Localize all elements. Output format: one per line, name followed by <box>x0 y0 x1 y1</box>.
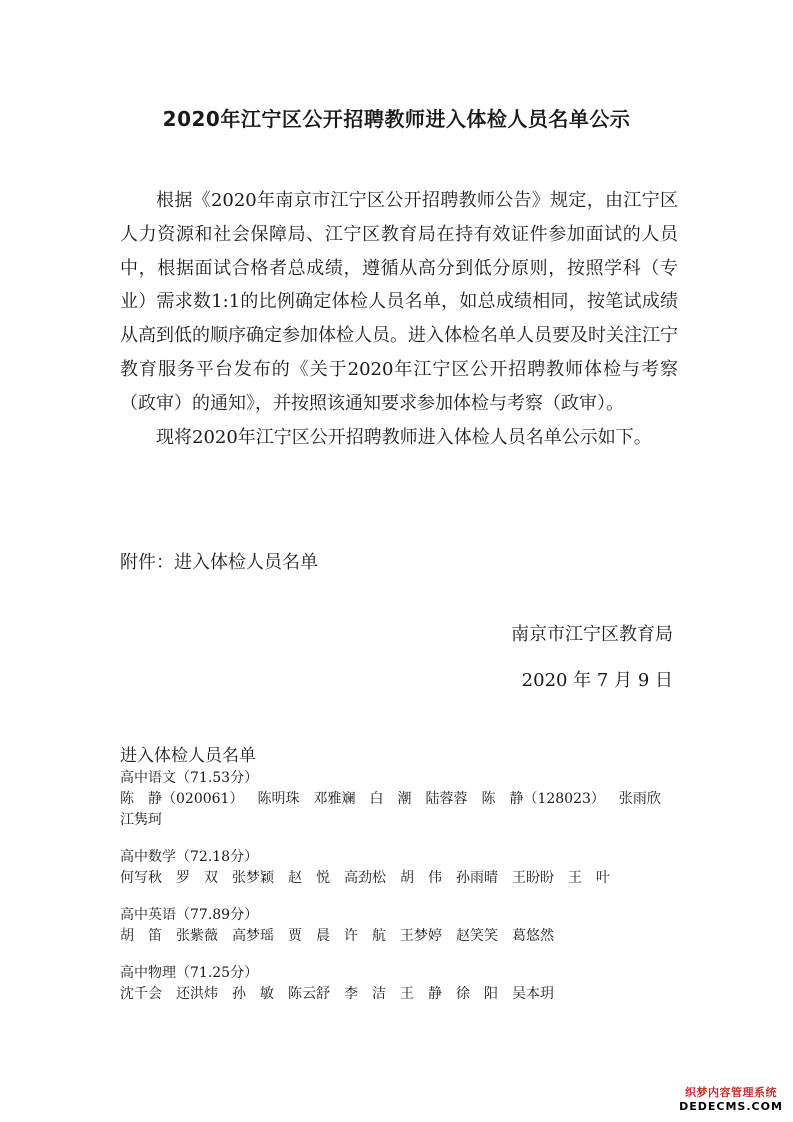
subject-names <box>120 789 680 831</box>
signer: 南京市江宁区教育局 <box>511 624 673 645</box>
candidate-name: 赵 悦 <box>288 870 330 886</box>
subject-section <box>120 905 680 947</box>
candidate-name: 张紫薇 <box>176 928 218 944</box>
candidate-name: 许 航 <box>344 928 386 944</box>
candidate-name: 吴本玥 <box>512 986 554 1002</box>
candidate-name: 张梦颖 <box>232 870 274 886</box>
candidate-name: 王盼盼 <box>512 870 554 886</box>
watermark-cn: 织梦内容管理系统 <box>685 1086 777 1099</box>
candidate-name: 王梦婷 <box>400 928 442 944</box>
candidate-name: 陈云舒 <box>288 986 330 1002</box>
candidate-name: 陈 静（128023） <box>481 791 605 807</box>
subject-section <box>120 847 680 889</box>
candidate-name: 高劲松 <box>344 870 386 886</box>
notice-paragraph: 现将2020年江宁区公开招聘教师进入体检人员名单公示如下。 <box>156 426 652 448</box>
page-title: 2020年江宁区公开招聘教师进入体检人员名单公示 <box>162 107 631 131</box>
subject-section <box>120 768 680 831</box>
candidate-name: 王 叶 <box>568 870 610 886</box>
list-heading: 进入体检人员名单 <box>120 746 256 766</box>
candidate-name: 葛悠然 <box>512 928 554 944</box>
notice-paragraph: 根据《2020年南京市江宁区公开招聘教师公告》规定，由江宁区人力资源和社会保障局、江宁区教育局在持有效证件参加面试的人员中，根据面试合格者总成绩，遵循从高分到低分原则，按照学科（专业）需求数1:1的比例确定体检人员名单，如总成绩相同，按笔试成绩从高到低的顺序确定参加体检人员。进入体检名单人员要及时关注江宁教育服务平台发布的《关于2020年江宁区公开招聘教师体检与考察（政审）的通知》，并按照该通知要求参加体检与考察（政审）。 <box>120 190 678 414</box>
candidate-name: 白 潮 <box>369 791 412 807</box>
notice-body <box>120 184 678 454</box>
candidate-name: 江隽珂 <box>120 812 162 828</box>
candidate-name: 何写秋 <box>120 870 162 886</box>
attachment-line: 附件：进入体检人员名单 <box>120 552 318 573</box>
candidate-name: 陆蓉蓉 <box>425 791 468 807</box>
candidate-name: 胡 伟 <box>400 870 442 886</box>
subject-list <box>120 768 680 1005</box>
candidate-name: 陈 静（020061） <box>120 791 244 807</box>
candidate-name: 孙 敏 <box>232 986 274 1002</box>
sign-date: 2020 年 7 月 9 日 <box>521 670 673 691</box>
name-list <box>120 744 680 1021</box>
subject-section <box>120 963 680 1005</box>
candidate-name: 徐 阳 <box>456 986 498 1002</box>
candidate-name: 王 静 <box>400 986 442 1002</box>
subject-title: 高中数学（72.18分） <box>120 849 259 865</box>
candidate-name: 赵笑笑 <box>456 928 498 944</box>
candidate-name: 孙雨晴 <box>456 870 498 886</box>
candidate-name: 还洪炜 <box>176 986 218 1002</box>
candidate-name: 胡 笛 <box>120 928 162 944</box>
candidate-name: 高梦瑶 <box>232 928 274 944</box>
candidate-name: 贾 晨 <box>288 928 330 944</box>
subject-title: 高中语文（71.53分） <box>120 770 259 786</box>
candidate-name: 张雨欣 <box>618 791 661 807</box>
subject-title: 高中物理（71.25分） <box>120 965 259 981</box>
subject-names <box>120 984 680 1005</box>
candidate-name: 陈明珠 <box>257 791 300 807</box>
subject-names <box>120 926 680 947</box>
candidate-name: 沈千会 <box>120 986 162 1002</box>
candidate-name: 邓雅斓 <box>313 791 356 807</box>
watermark-logo <box>675 1086 787 1116</box>
candidate-name: 李 洁 <box>344 986 386 1002</box>
subject-names <box>120 868 680 889</box>
candidate-name: 罗 双 <box>176 870 218 886</box>
watermark-en: DEDECMS.COM <box>679 1100 783 1113</box>
subject-title: 高中英语（77.89分） <box>120 907 259 923</box>
